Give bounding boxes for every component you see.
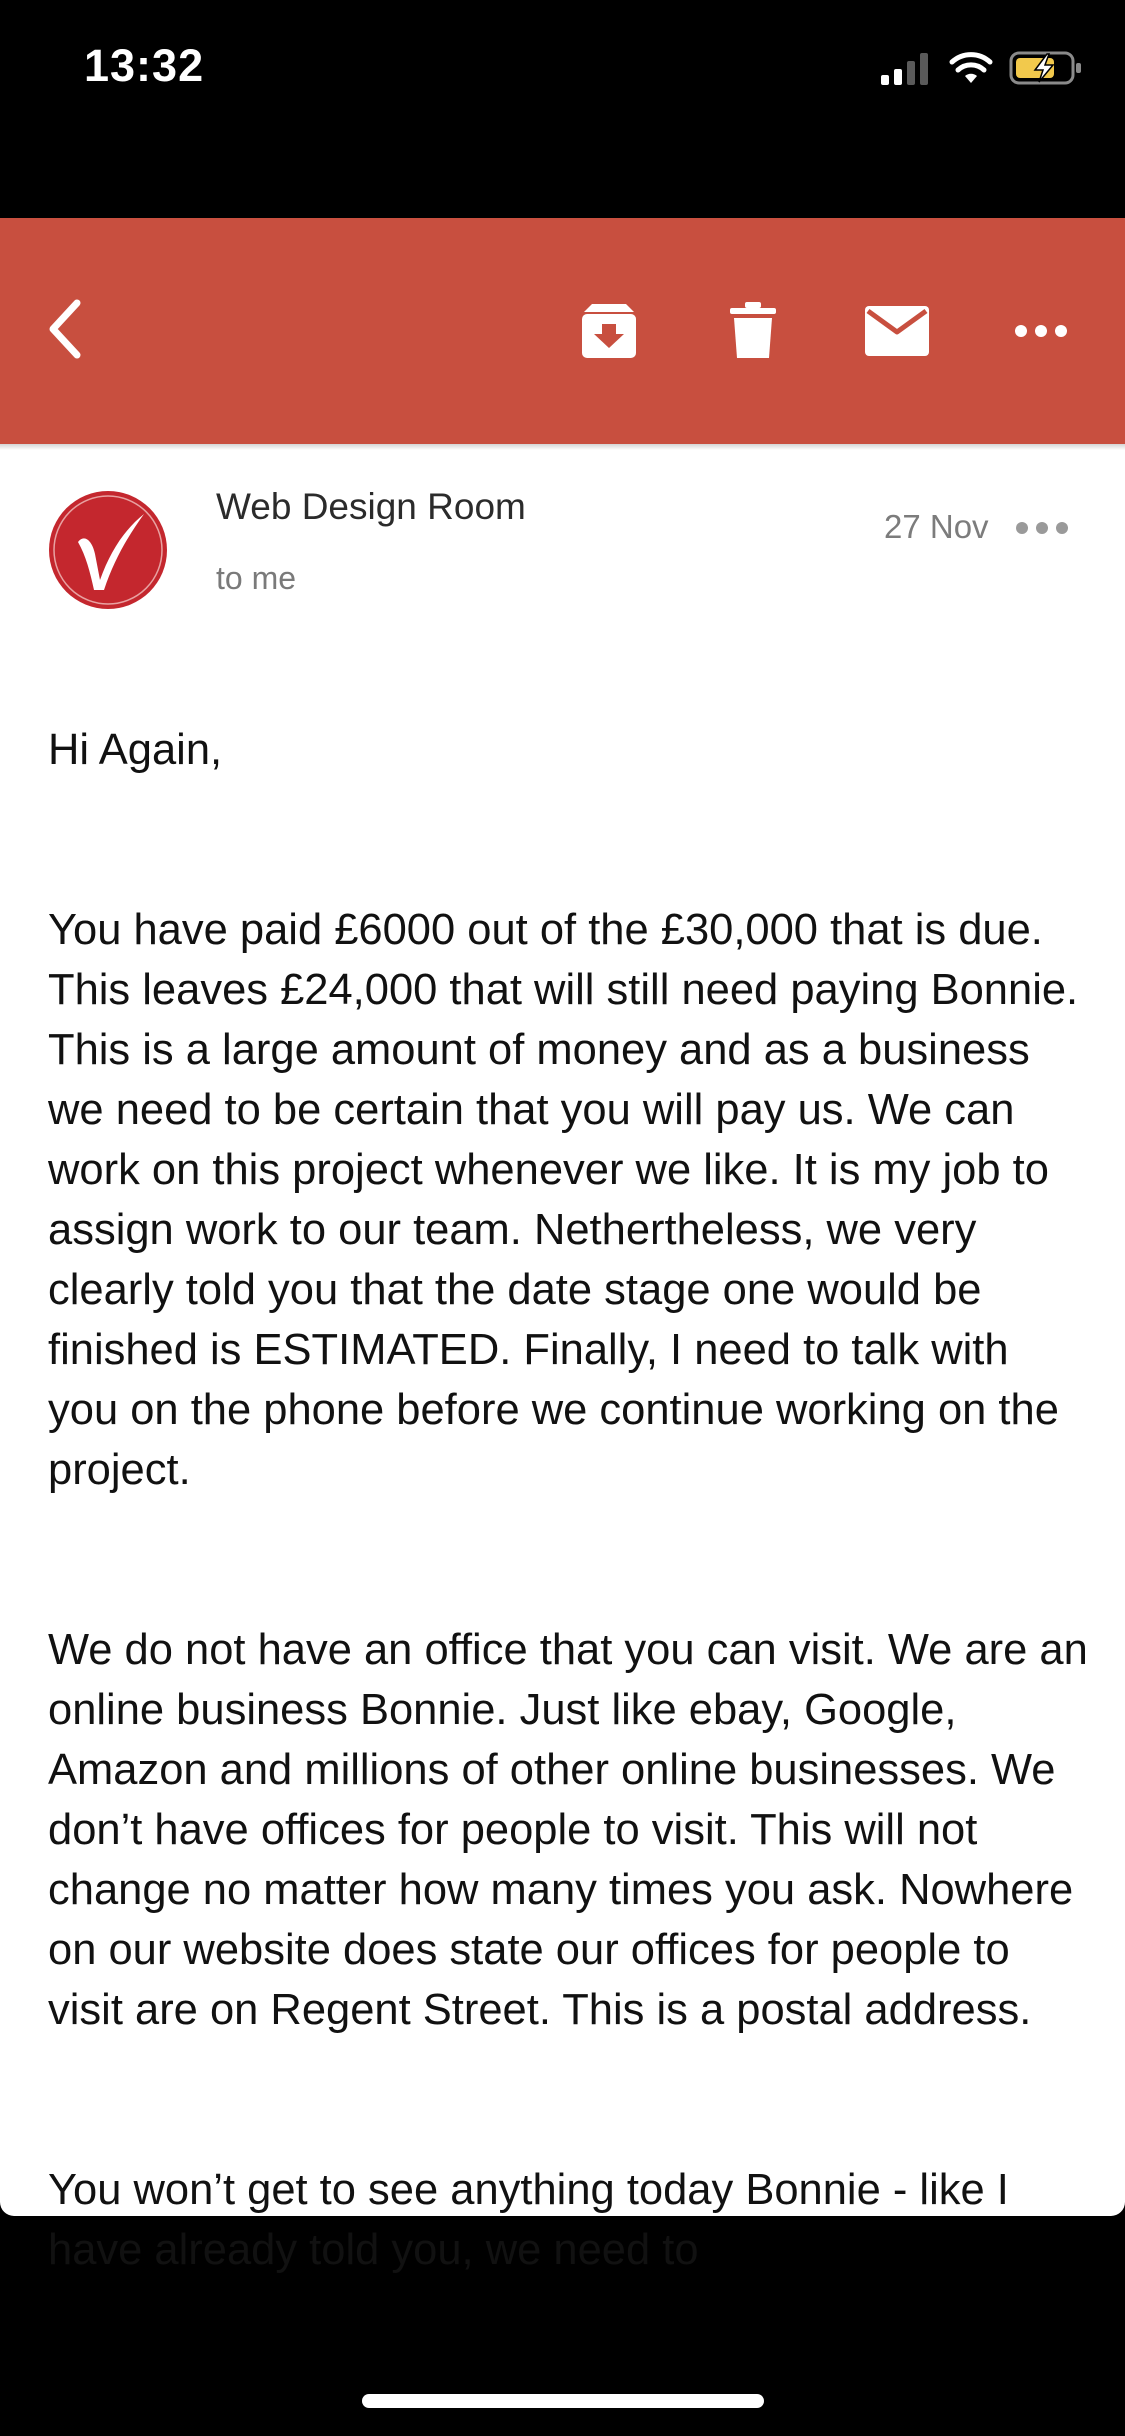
status-bar: [0, 0, 1125, 140]
body-paragraph-payment: You have paid £6000 out of the £30,000 that is due. This leaves £24,000 that will still need paying Bonnie. This is a large amount of money and as a business we need to be certain that you will pay us. We can work on this project whenever we like. It is my job to assign work to our team. Nethertheless, we very clearly told you that the date stage one would be finished is ESTIMATED. Finally, I need to talk with you on the phone before we continue working on the project.: [48, 906, 1079, 1494]
archive-button[interactable]: [572, 296, 646, 370]
trash-icon: [730, 302, 776, 365]
status-icons: [881, 50, 1083, 90]
sender-avatar[interactable]: [48, 490, 168, 610]
body-paragraph-office: We do not have an office that you can visit. We are an online business Bonnie. Just like ebay, Google, Amazon and millions of other online businesses. We don’t have offices for people to visit. This will not change no matter how many times you ask. Nowhere on our website does state our offices for people to visit are on Regent Street. This is a postal address.: [48, 1626, 1088, 2034]
status-time: 13:32: [84, 40, 205, 91]
message-body: [48, 660, 1088, 2400]
overflow-menu-button[interactable]: [1004, 296, 1078, 370]
body-paragraph-today: You won’t get to see anything today Bonnie - like I have already told you, we need to: [48, 2166, 1009, 2274]
chevron-left-icon: [45, 299, 85, 364]
mail-icon: [865, 306, 929, 361]
body-paragraph-greeting: Hi Again,: [48, 726, 223, 774]
archive-icon: [580, 302, 638, 365]
recipient-label[interactable]: to me: [216, 560, 297, 596]
email-view: [0, 218, 1125, 2274]
more-horizontal-icon: [1014, 529, 1070, 546]
toolbar-divider: [0, 444, 1125, 450]
v-logo-icon: [48, 597, 168, 614]
wifi-icon: [949, 51, 993, 90]
email-toolbar: [0, 218, 1125, 444]
delete-button[interactable]: [716, 296, 790, 370]
sender-name[interactable]: Web Design Room: [216, 486, 526, 527]
message-date: 27 Nov: [884, 508, 989, 545]
message-more-button[interactable]: [1014, 514, 1070, 542]
signal-icon: [881, 51, 933, 90]
battery-charging-icon: [1009, 50, 1083, 91]
mark-unread-button[interactable]: [860, 296, 934, 370]
home-indicator[interactable]: [362, 2394, 764, 2408]
more-horizontal-icon: [1014, 324, 1068, 343]
back-button[interactable]: [30, 296, 100, 366]
